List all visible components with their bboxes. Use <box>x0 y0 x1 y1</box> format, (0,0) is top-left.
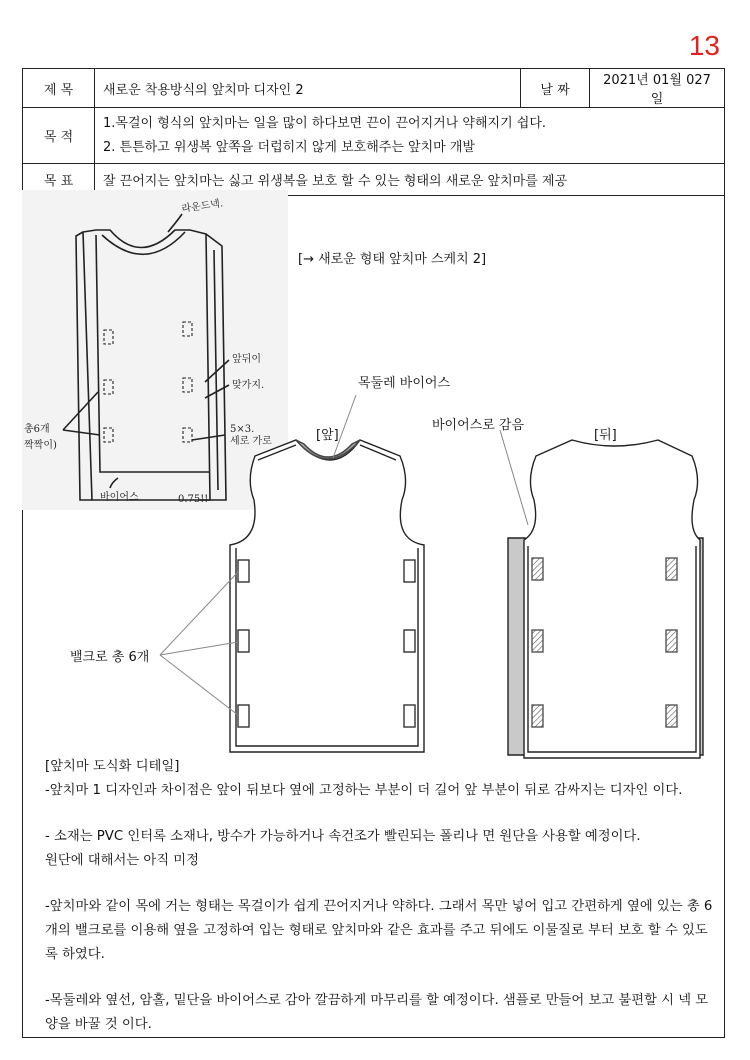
page-number: 13 <box>688 30 720 61</box>
back-view-label: [뒤] <box>594 428 617 443</box>
svg-text:바이어스: 바이어스 <box>100 492 139 503</box>
goal-value: 잘 끈어지는 앞치마는 싫고 위생복을 보호 할 수 있는 형태의 새로운 앞치마를 제공 <box>95 164 725 196</box>
svg-text:5×3.: 5×3. <box>230 424 255 435</box>
svg-text:총6개: 총6개 <box>24 424 50 435</box>
title-value: 새로운 착용방식의 앞치마 디자인 2 <box>95 69 521 108</box>
svg-text:세로 가로: 세로 가로 <box>230 436 272 447</box>
detail-text <box>45 755 715 1037</box>
front-view-label: [앞] <box>316 428 339 443</box>
detail-paragraph-2b: 원단에 대해서는 아직 미정 <box>45 853 199 868</box>
back-flat-drawing <box>508 440 703 758</box>
svg-text:라운드넥.: 라운드넥. <box>180 198 224 215</box>
detail-paragraph-1: -앞치마 1 디자인과 차이점은 앞이 뒤보다 옆에 고정하는 부분이 더 길어 앞 부분이 뒤로 감싸지는 디자인 이다. <box>45 783 683 798</box>
svg-text:맞가지.: 맞가지. <box>232 380 265 391</box>
purpose-line-2: 2. 튼튼하고 위생복 앞쪽을 더럽히지 않게 보호해주는 앞치마 개발 <box>103 139 475 155</box>
wrap-bias-label: 바이어스로 감음 <box>432 418 525 433</box>
svg-text:앞뒤이: 앞뒤이 <box>232 354 261 365</box>
date-value: 2021년 01월 027일 <box>590 69 725 108</box>
svg-text:0.75!!: 0.75!! <box>178 494 209 505</box>
detail-paragraph-4: -목둘레와 옆선, 암홀, 밑단을 바이어스로 감아 깔끔하게 마무리를 할 예정이다. 샘플로 만들어 보고 불편할 시 넥 모양을 바꿀 것 이다. <box>45 993 709 1032</box>
hand-sketch <box>22 190 288 510</box>
svg-text:짝짝이): 짝짝이) <box>24 440 57 451</box>
neck-bias-label: 목둘레 바이어스 <box>358 376 451 391</box>
goal-label: 목 표 <box>23 164 95 196</box>
detail-paragraph-3: -앞치마와 같이 목에 거는 형태는 목걸이가 쉽게 끈어지거나 약하다. 그래서 목만 넣어 입고 간편하게 옆에 있는 총 6개의 밸크로를 이용해 옆을 고정하여 입는 형태로 앞치마와 같은 효과를 주고 뒤에도 이물질로 부터 보호 할 수 있도록 하였다. <box>45 899 713 962</box>
detail-paragraph-2a: - 소재는 PVC 인터록 소재나, 방수가 가능하거나 속건조가 빨린되는 폴리나 면 원단을 사용할 예정이다. <box>45 829 641 844</box>
title-label: 제 목 <box>23 69 95 108</box>
purpose-label: 목 적 <box>23 108 95 164</box>
sketch-caption: [→ 새로운 형태 앞치마 스케치 2] <box>298 252 487 267</box>
detail-heading: [앞치마 도식화 디테일] <box>45 759 180 774</box>
velcro-label: 밸크로 총 6개 <box>70 650 150 665</box>
date-label: 날 짜 <box>521 69 590 108</box>
front-flat-drawing <box>230 440 424 752</box>
purpose-line-1: 1.목걸이 형식의 앞치마는 일을 많이 하다보면 끈이 끈어지거나 약해지기 쉽다. <box>103 115 547 131</box>
